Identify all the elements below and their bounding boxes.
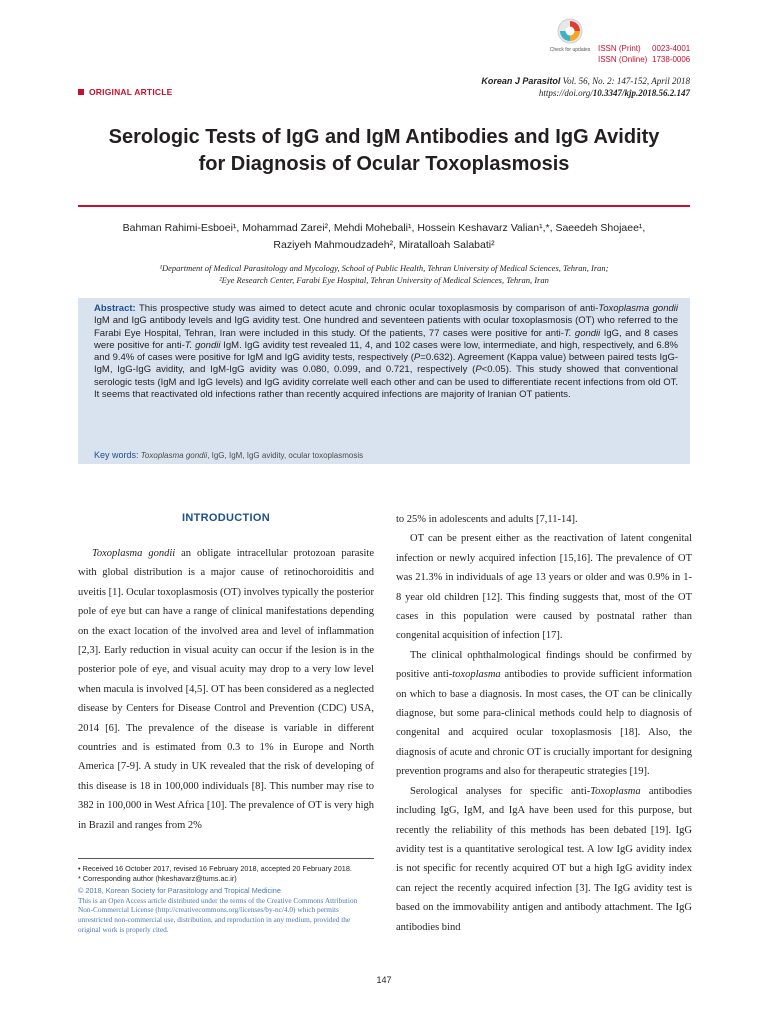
copyright-notice: © 2018, Korean Society for Parasitology and Tropical Medicine (78, 886, 281, 896)
paragraph (396, 646, 692, 782)
corresponding-author: * Corresponding author (hkeshavarz@tums.ac.ir) (78, 873, 237, 883)
species-name: Toxoplasma gondii (92, 548, 176, 559)
square-bullet-icon (78, 89, 84, 95)
title-line-2: for Diagnosis of Ocular Toxoplasmosis (198, 153, 570, 175)
page-number: 147 (376, 975, 392, 985)
affiliation-1: ¹Department of Medical Parasitology and Mycology, School of Public Health, Tehran University of Medical Sciences, Tehran, Iran; (159, 263, 609, 273)
paragraph (396, 782, 692, 937)
footnote-divider (78, 858, 374, 859)
title-line-1: Serologic Tests of IgG and IgM Antibodies and IgG Avidity (108, 126, 660, 148)
affiliations (78, 262, 690, 286)
author-list (78, 220, 690, 254)
abstract-fragment: This prospective study was aimed to detect acute and chronic ocular toxoplasmosis by comparison of anti- (135, 303, 599, 314)
abstract-fragment: IgG, and 8 cases were positive for anti- (94, 327, 678, 351)
paragraph-text: antibodies to provide sufficient information on which to base a diagnosis. In most cases, the OT can be clinically diagnose, but some para-clinical methods could help to diagnosis of congenital and acquired ocular toxoplasmosis [18]. Also, the diagnosis of acute and chronic OT is crucially important for designing prevention programs and also for therapeutic strategies [19]. (396, 669, 692, 778)
paragraph: OT can be present either as the reactivation of latent congenital infection or newly acquired infection [15,16]. The prevalence of OT was 21.3% in individuals of age 13 years or older and was 0.9% in 1-8 year old children [12]. This finding suggests that, most of the OT cases in this population were caused by postnatal rather than congenital acquisition of infection [17]. (396, 533, 692, 642)
abstract-text (94, 303, 678, 401)
species-name: T. gondii (184, 339, 221, 351)
doi-prefix: https://doi.org/ (538, 88, 593, 98)
issn-online-value: 1738-0006 (652, 55, 691, 64)
affiliation-2: ²Eye Research Center, Farabi Eye Hospital, Tehran University of Medical Sciences, Tehran, Iran (219, 275, 549, 285)
doi-link[interactable]: 10.3347/kjp.2018.56.2.147 (592, 88, 690, 98)
abstract-fragment: IgM. IgG avidity test revealed 11, 4, and 102 cases were low, intermediate, and high, respectively, and 6.8% and 9.4% of cases were positive for IgM and IgG avidity tests, respectively ( (94, 339, 678, 364)
p-value-symbol: P (475, 364, 482, 376)
species-name: Toxoplasma gondii (598, 303, 679, 314)
authors-line-2: Raziyeh Mahmoudzadeh², Miratalloah Salabati² (273, 239, 495, 251)
paragraph-continued: to 25% in adolescents and adults [7,11-14]. (396, 514, 578, 525)
journal-citation (481, 75, 690, 99)
license-notice: This is an Open Access article distributed under the terms of the Creative Commons Attribution Non-Commercial License (http://creativecommons.org/licenses/by-nc/4.0) which permits unrestricted non-commercial use, distribution, and reproduction in any medium, provided the original work is properly cited. (78, 895, 358, 934)
body-column-right (396, 510, 692, 937)
paragraph-text: antibodies including IgG, IgM, and IgA have been used for this purpose, but recently the reliability of this methods has been debated [19]. IgG avidity test is a quantitative serological test. A low IgG avidity index is not specific for recently acquired OT but a high IgG avidity index can reject the recently acquired infection [3]. The IgG avidity test is based on the immovability antigen and antibody attachment. The IgG antibodies bind (396, 785, 692, 933)
issn-block (598, 43, 690, 65)
crossmark-label: Check for updates (550, 47, 590, 53)
abstract-label: Abstract: (94, 303, 136, 314)
issn-online-label: ISSN (Online) (598, 55, 648, 64)
authors-line-1: Bahman Rahimi-Esboei¹, Mohammad Zarei², Mehdi Mohebali¹, Hossein Keshavarz Valian¹,*, Saeedeh Shojaee¹, (122, 222, 646, 234)
species-name: toxoplasma (452, 669, 501, 681)
section-heading-introduction: INTRODUCTION (182, 512, 270, 524)
keywords (94, 450, 678, 461)
issn-print-label: ISSN (Print) (598, 44, 641, 53)
issn-print-value: 0023-4001 (652, 44, 691, 53)
keywords-list: , IgG, IgM, IgG avidity, ocular toxoplasmosis (207, 451, 364, 460)
journal-details: Vol. 56, No. 2: 147-152, April 2018 (560, 76, 690, 86)
paragraph (78, 544, 374, 835)
article-type-text: ORIGINAL ARTICLE (89, 87, 173, 97)
paragraph-text: The clinical ophthalmological findings should be confirmed by positive anti- (396, 649, 692, 681)
title-divider (78, 205, 690, 207)
crossmark-badge-icon[interactable] (550, 16, 590, 60)
keyword-species: Toxoplasma gondii (140, 451, 208, 460)
paragraph-text: an obligate intracellular protozoan parasite with global distribution is a major cause of retinochoroiditis and uveitis [1]. Ocular toxoplasmosis (OT) involves typically the posterior pole of eye but can have a range of clinical manifestations depending on the exact location of the involved area and level of inflammation [2,3]. Early reduction in visual acuity can occur if the lesion is in the posterior pole of eye, and visual acuity may drop to a very low level when macula is involved [4,5]. OT has been considered as a neglected disease by Centers for Disease Control and Prevention (CDC) USA, 2014 [6]. The prevalence of the disease is variable in different countries and is estimated from 0.3 to 1% in Europe and North America [7-9]. A study in UK revealed that the risk of developing of this disease is 18 in 100,000 individuals [8]. This number may rise to 382 in 100,000 in West Africa [10]. The prevalence of OT is very high in Brazil and ranges from 2% (78, 548, 374, 831)
species-name: T. gondii (563, 327, 601, 339)
article-type-label (78, 87, 172, 97)
abstract-fragment: <0.05). This study showed that conventional serologic tests (IgM and IgG levels) and IgG avidity correlate well each other and can be used to differentiate recent infections from old OT. It seems that reactivated old infections rather than recently acquired infections are majority of Iranian OT patients. (94, 364, 678, 401)
p-value-symbol: P (413, 352, 421, 364)
body-column-left (78, 544, 374, 835)
article-title (60, 124, 708, 178)
footnotes (78, 864, 374, 934)
keywords-label: Key words: (94, 450, 139, 460)
abstract-fragment: IgM and IgG antibody levels and IgG avidity test. One hundred and seventeen patients with ocular toxoplasmosis (OT) who referred to the Farabi Eye Hospital, Tehran, Iran were included in this study. Of the patients, 77 cases were positive for anti- (94, 315, 678, 339)
abstract-fragment: =0.632). Agreement (Kappa value) between paired tests IgG-IgM, IgG-IgG avidity, and IgM-IgG avidity was 0.080, 0.099, and 0.721, respectively ( (94, 352, 678, 376)
species-name: Toxoplasma (590, 785, 641, 797)
journal-name: Korean J Parasitol (481, 76, 561, 86)
received-dates: • Received 16 October 2017, revised 16 February 2018, accepted 20 February 2018. (78, 864, 352, 873)
paragraph-text: Serological analyses for specific anti- (410, 785, 591, 797)
